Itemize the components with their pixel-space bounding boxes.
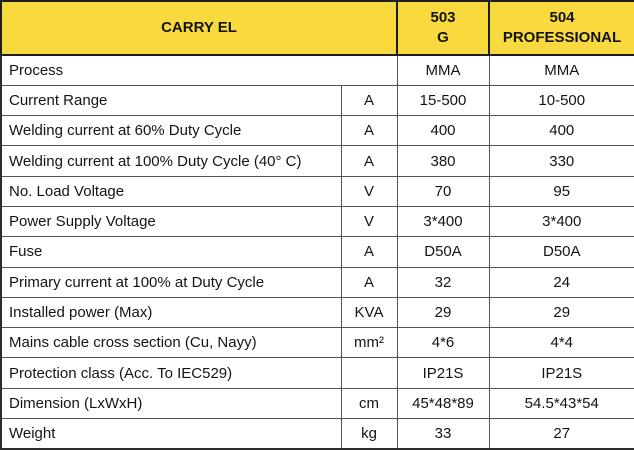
row-unit: A bbox=[341, 85, 397, 115]
row-value-503: 32 bbox=[397, 267, 489, 297]
table-row-dimension bbox=[1, 388, 634, 418]
table-row-welding-current-100 bbox=[1, 146, 634, 176]
table-row-protection-class bbox=[1, 358, 634, 388]
model-503-number: 503 bbox=[430, 8, 456, 26]
header-row bbox=[1, 1, 634, 55]
row-value-504: D50A bbox=[489, 237, 634, 267]
row-value-504: 3*400 bbox=[489, 206, 634, 236]
row-label: Current Range bbox=[1, 85, 341, 115]
row-unit: KVA bbox=[341, 297, 397, 327]
model-503-suffix: G bbox=[437, 29, 449, 46]
table-row-process bbox=[1, 55, 634, 85]
row-unit: A bbox=[341, 146, 397, 176]
row-label: Welding current at 100% Duty Cycle (40° C) bbox=[1, 146, 341, 176]
row-label: Power Supply Voltage bbox=[1, 206, 341, 236]
product-title: CARRY EL bbox=[1, 1, 397, 55]
row-value-503: 29 bbox=[397, 297, 489, 327]
table-row-fuse bbox=[1, 237, 634, 267]
row-value-503: 45*48*89 bbox=[397, 388, 489, 418]
model-504-number: 504 bbox=[549, 8, 575, 26]
row-value-504: 24 bbox=[489, 267, 634, 297]
row-value-504: 29 bbox=[489, 297, 634, 327]
row-value-503: 3*400 bbox=[397, 206, 489, 236]
row-value-504: IP21S bbox=[489, 358, 634, 388]
row-unit: A bbox=[341, 116, 397, 146]
row-value-504: 400 bbox=[489, 116, 634, 146]
row-value-503: 4*6 bbox=[397, 328, 489, 358]
row-unit: kg bbox=[341, 419, 397, 449]
row-unit: V bbox=[341, 176, 397, 206]
row-value-503: 400 bbox=[397, 116, 489, 146]
table-row-weight bbox=[1, 419, 634, 449]
row-label: No. Load Voltage bbox=[1, 176, 341, 206]
row-unit: V bbox=[341, 206, 397, 236]
row-unit: A bbox=[341, 267, 397, 297]
table-row-no-load-voltage bbox=[1, 176, 634, 206]
table-row-power-supply-voltage bbox=[1, 206, 634, 236]
row-value-504: 330 bbox=[489, 146, 634, 176]
row-label: Fuse bbox=[1, 237, 341, 267]
row-label: Dimension (LxWxH) bbox=[1, 388, 341, 418]
row-value-504: 27 bbox=[489, 419, 634, 449]
row-value-503: 380 bbox=[397, 146, 489, 176]
row-value-503: D50A bbox=[397, 237, 489, 267]
row-label: Protection class (Acc. To IEC529) bbox=[1, 358, 341, 388]
row-unit: mm² bbox=[341, 328, 397, 358]
table-row-installed-power bbox=[1, 297, 634, 327]
row-value-503: MMA bbox=[397, 55, 489, 85]
table-row-primary-current bbox=[1, 267, 634, 297]
table-body bbox=[1, 55, 634, 449]
model-504-header bbox=[489, 1, 634, 55]
row-value-503: IP21S bbox=[397, 358, 489, 388]
row-unit bbox=[341, 358, 397, 388]
row-value-503: 33 bbox=[397, 419, 489, 449]
table-row-welding-current-60 bbox=[1, 116, 634, 146]
row-value-504: 54.5*43*54 bbox=[489, 388, 634, 418]
table-row-current-range bbox=[1, 85, 634, 115]
row-value-503: 70 bbox=[397, 176, 489, 206]
row-value-504: 10-500 bbox=[489, 85, 634, 115]
row-label: Process bbox=[1, 55, 397, 85]
row-label: Installed power (Max) bbox=[1, 297, 341, 327]
row-label: Mains cable cross section (Cu, Nayy) bbox=[1, 328, 341, 358]
row-value-504: 4*4 bbox=[489, 328, 634, 358]
model-503-header bbox=[397, 1, 489, 55]
row-unit: A bbox=[341, 237, 397, 267]
row-label: Weight bbox=[1, 419, 341, 449]
model-504-suffix: PROFESSIONAL bbox=[502, 29, 622, 46]
row-value-503: 15-500 bbox=[397, 85, 489, 115]
table-header bbox=[1, 1, 634, 55]
row-value-504: MMA bbox=[489, 55, 634, 85]
row-label: Primary current at 100% at Duty Cycle bbox=[1, 267, 341, 297]
row-unit: cm bbox=[341, 388, 397, 418]
row-label: Welding current at 60% Duty Cycle bbox=[1, 116, 341, 146]
row-value-504: 95 bbox=[489, 176, 634, 206]
table-row-mains-cable bbox=[1, 328, 634, 358]
